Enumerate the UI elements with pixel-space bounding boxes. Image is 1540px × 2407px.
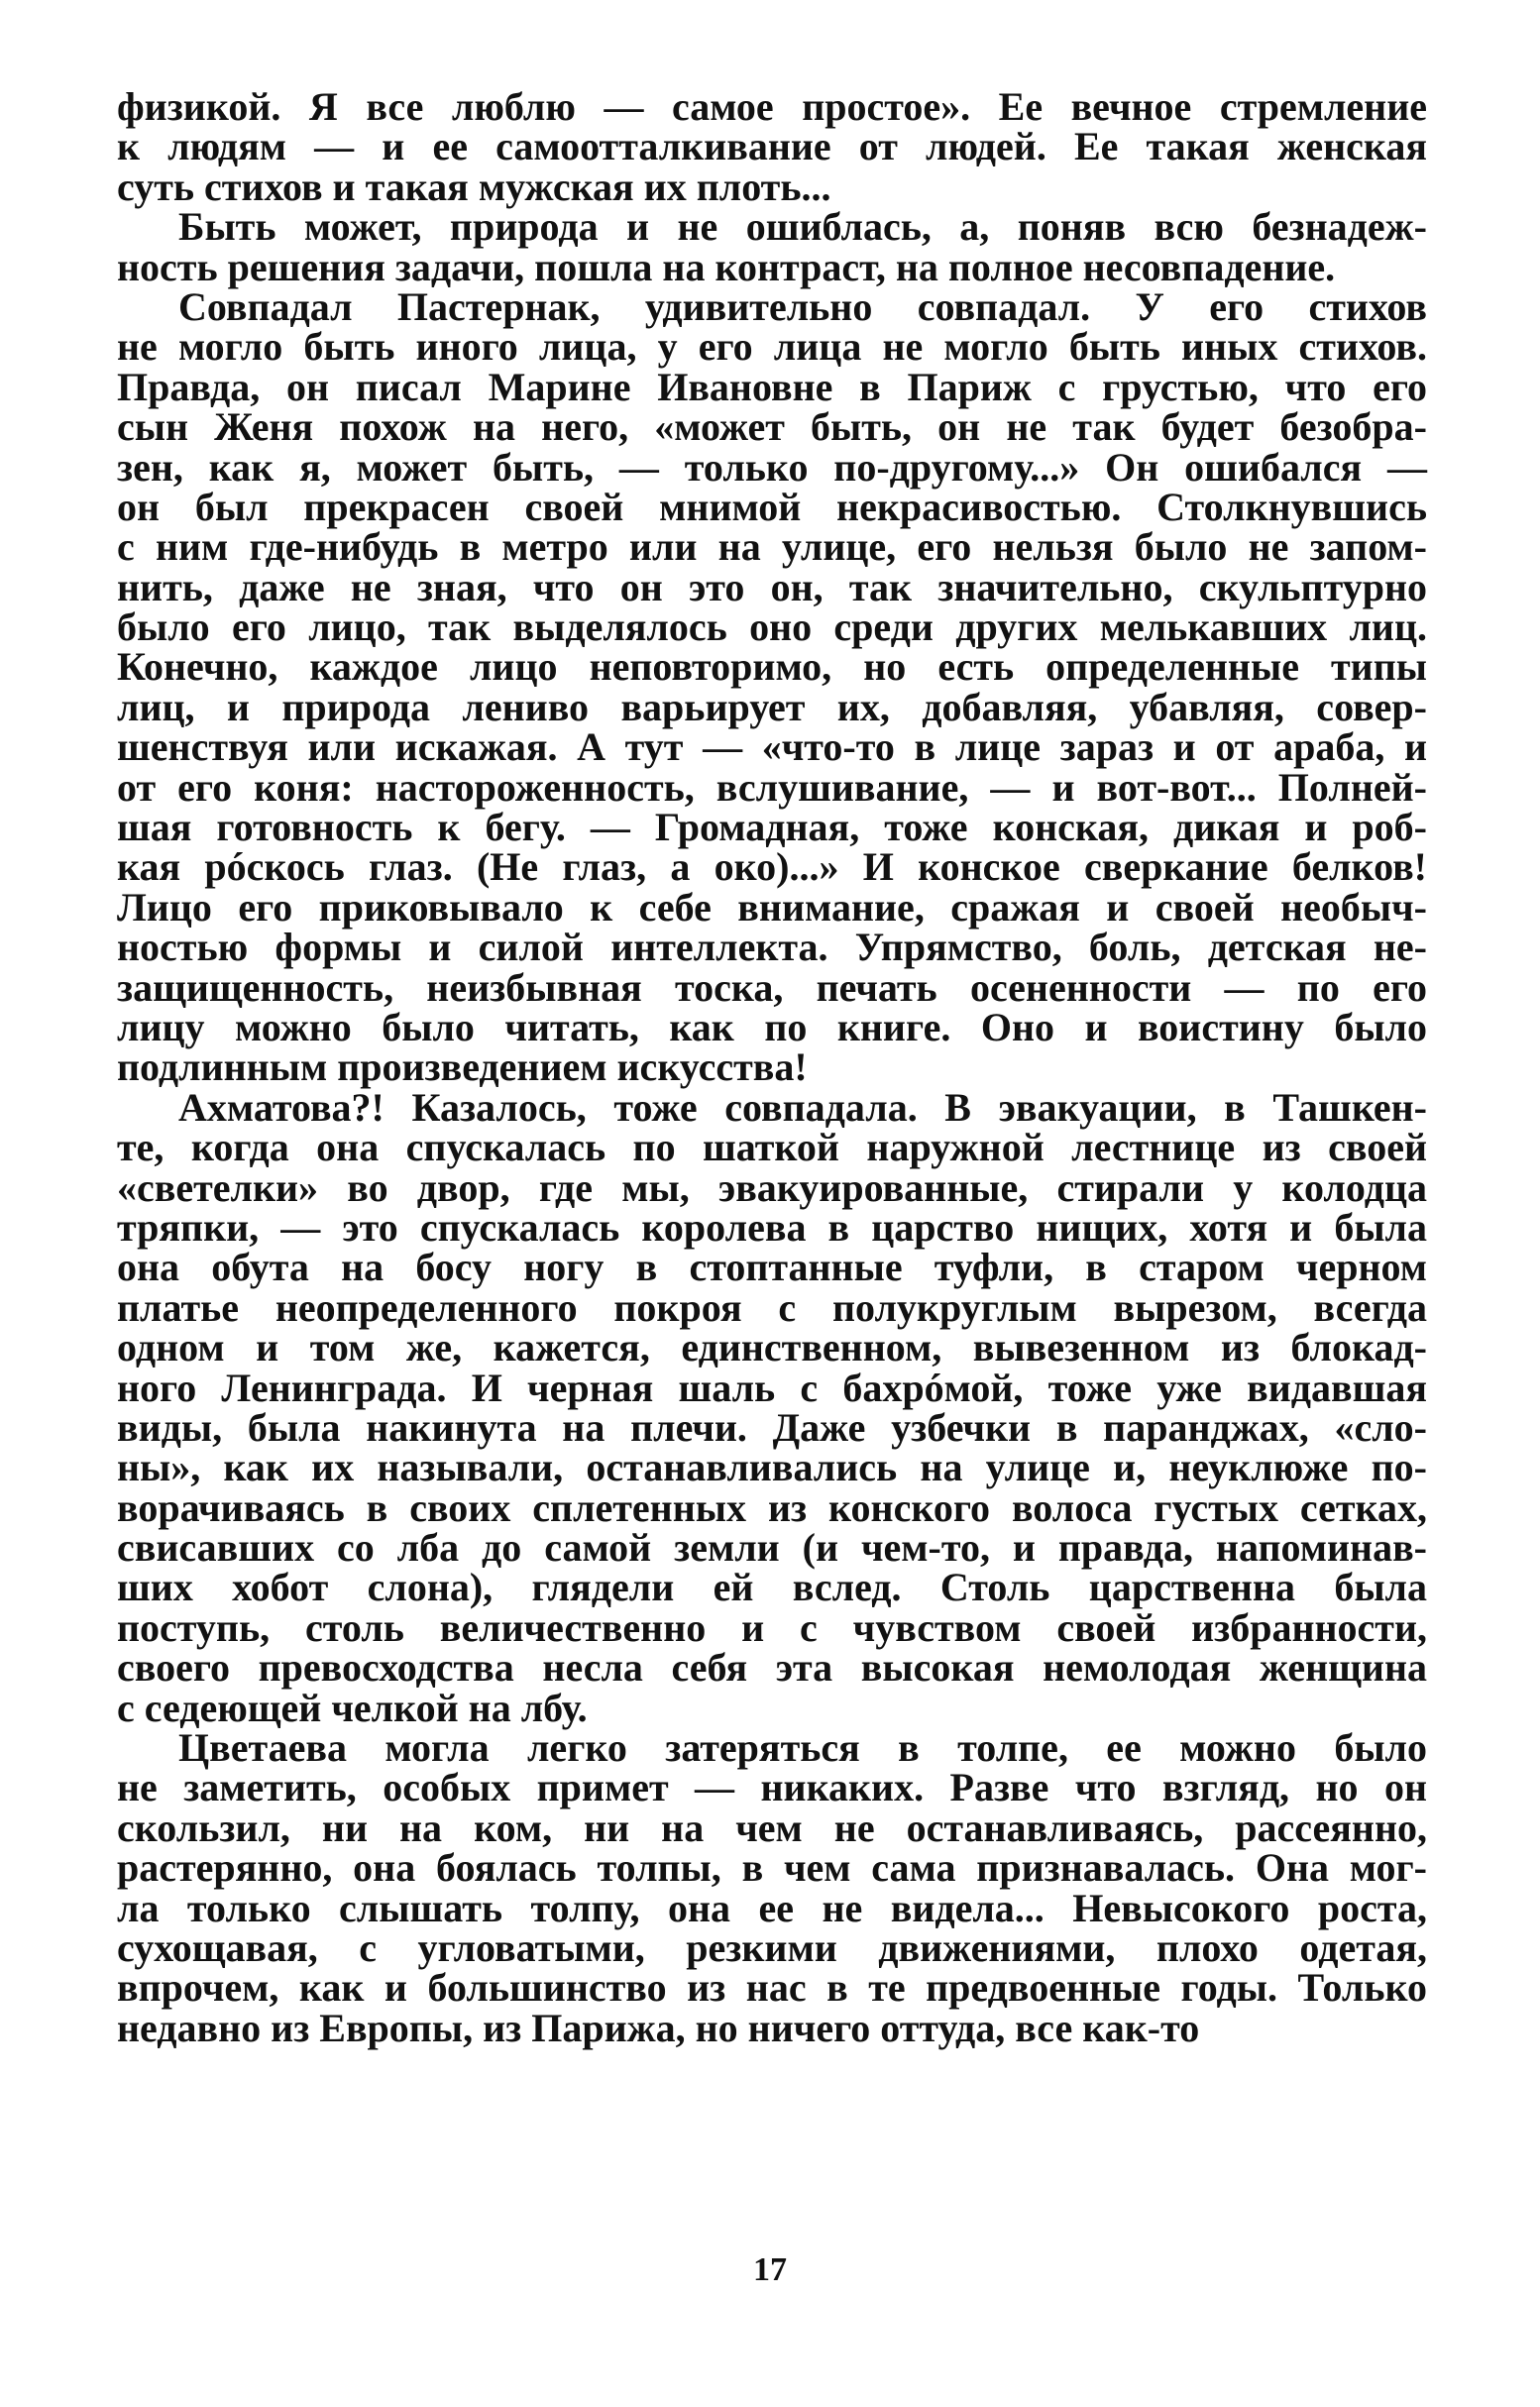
text-line: с седеющей челкой на лбу. bbox=[117, 1685, 588, 1730]
text-line: свисавших со лба до самой земли (и чем-то, и правда, напоминав- bbox=[117, 1525, 1427, 1571]
page-text-body bbox=[117, 84, 1427, 2050]
paragraph bbox=[117, 283, 1427, 1090]
text-line: к людям — и ее самоотталкивание от людей. Ее такая женская bbox=[117, 124, 1427, 169]
text-line: зен, как я, может быть, — только по-другому...» Он ошибался — bbox=[117, 444, 1427, 490]
text-line: Конечно, каждое лицо неповторимо, но есть определенные типы bbox=[117, 644, 1427, 690]
text-line: нить, даже не зная, что он это он, так значительно, скульптурно bbox=[117, 564, 1427, 609]
paragraph bbox=[117, 204, 1427, 289]
text-line: те, когда она спускалась по шаткой наружной лестнице из своей bbox=[117, 1125, 1427, 1170]
text-line: недавно из Европы, из Парижа, но ничего оттуда, все как-то bbox=[117, 2005, 1200, 2050]
text-line: тряпки, — это спускалась королева в царство нищих, хотя и была bbox=[117, 1204, 1427, 1250]
text-line: шая готовность к бегу. — Громадная, тоже конская, дикая и роб- bbox=[117, 805, 1427, 850]
text-line: защищенность, неизбывная тоска, печать осененности — по его bbox=[117, 964, 1427, 1010]
text-line: Ахматова?! Казалось, тоже совпадала. В эвакуации, в Ташкен- bbox=[178, 1084, 1427, 1130]
text-line: лиц, и природа лениво варьирует их, добавляя, убавляя, совер- bbox=[117, 684, 1427, 729]
paragraph bbox=[117, 1725, 1427, 2050]
text-line: ностью формы и силой интеллекта. Упрямство, боль, детская не- bbox=[117, 925, 1427, 970]
text-line: платье неопределенного покроя с полукруглым вырезом, всегда bbox=[117, 1284, 1427, 1330]
text-line: Быть может, природа и не ошиблась, а, поняв всю безнадеж- bbox=[178, 204, 1427, 250]
paragraph bbox=[117, 84, 1427, 209]
text-line: подлинным произведением искусства! bbox=[117, 1044, 808, 1090]
text-line: сын Женя похож на него, «может быть, он не так будет безобра- bbox=[117, 404, 1427, 450]
text-line: она обута на босу ногу в стоптанные туфли, в старом черном bbox=[117, 1245, 1427, 1290]
text-line: шенствуя или искажая. А тут — «что-то в лице зараз и от араба, и bbox=[117, 724, 1427, 770]
text-line: Правда, он писал Марине Ивановне в Париж с грустью, что его bbox=[117, 364, 1427, 409]
text-line: своего превосходства несла себя эта высокая немолодая женщина bbox=[117, 1645, 1427, 1691]
text-line: Лицо его приковывало к себе внимание, сражая и своей необыч- bbox=[117, 884, 1427, 930]
text-line: физикой. Я все люблю — самое простое». Ее вечное стремление bbox=[117, 84, 1427, 129]
text-line: не могло быть иного лица, у его лица не могло быть иных стихов. bbox=[117, 324, 1427, 370]
text-line: одном и том же, кажется, единственном, вывезенном из блокад- bbox=[117, 1325, 1427, 1370]
text-line: сухощавая, с угловатыми, резкими движениями, плохо одетая, bbox=[117, 1924, 1427, 1970]
text-line: скользил, ни на ком, ни на чем не останавливаясь, рассеянно, bbox=[117, 1805, 1427, 1850]
text-line: ного Ленинграда. И черная шаль с бахрóмой, тоже уже видавшая bbox=[117, 1365, 1427, 1410]
text-line: Цветаева могла легко затеряться в толпе, ее можно было bbox=[178, 1725, 1427, 1771]
text-line: кая рóскось глаз. (Не глаз, а око)...» И конское сверкание белков! bbox=[117, 844, 1427, 890]
paragraph bbox=[117, 1084, 1427, 1730]
text-line: поступь, столь величественно и с чувством своей избранности, bbox=[117, 1604, 1427, 1650]
text-line: ны», как их называли, останавливались на улице и, неуклюже по- bbox=[117, 1445, 1427, 1490]
text-line: Совпадал Пастернак, удивительно совпадал. У его стихов bbox=[178, 283, 1427, 329]
text-line: виды, была накинута на плечи. Даже узбечки в паранджах, «сло- bbox=[117, 1404, 1427, 1450]
text-line: ворачиваясь в своих сплетенных из конского волоса густых сетках, bbox=[117, 1484, 1427, 1530]
text-line: было его лицо, так выделялось оно среди других мелькавших лиц. bbox=[117, 604, 1427, 650]
text-line: ших хобот слона), глядели ей вслед. Столь царственна была bbox=[117, 1565, 1427, 1610]
text-line: ла только слышать толпу, она ее не видела... Невысокого роста, bbox=[117, 1885, 1427, 1930]
text-line: он был прекрасен своей мнимой некрасивостью. Столкнувшись bbox=[117, 484, 1427, 529]
text-line: не заметить, особых примет — никаких. Разве что взгляд, но он bbox=[117, 1765, 1427, 1810]
text-line: растерянно, она боялась толпы, в чем сама признавалась. Она мог- bbox=[117, 1845, 1427, 1891]
text-line: от его коня: настороженность, вслушивание, — и вот-вот... Полней- bbox=[117, 764, 1427, 810]
text-line: с ним где-нибудь в метро или на улице, его нельзя было не запом- bbox=[117, 524, 1427, 570]
text-line: лицу можно было читать, как по книге. Оно и воистину было bbox=[117, 1004, 1427, 1049]
text-line: ность решения задачи, пошла на контраст, на полное несовпадение. bbox=[117, 244, 1336, 289]
text-line: «светелки» во двор, где мы, эвакуированные, стирали у колодца bbox=[117, 1164, 1427, 1210]
text-line: суть стихов и такая мужская их плоть... bbox=[117, 164, 831, 209]
text-line: впрочем, как и большинство из нас в те предвоенные годы. Только bbox=[117, 1965, 1427, 2011]
page-number: 17 bbox=[753, 2251, 787, 2288]
